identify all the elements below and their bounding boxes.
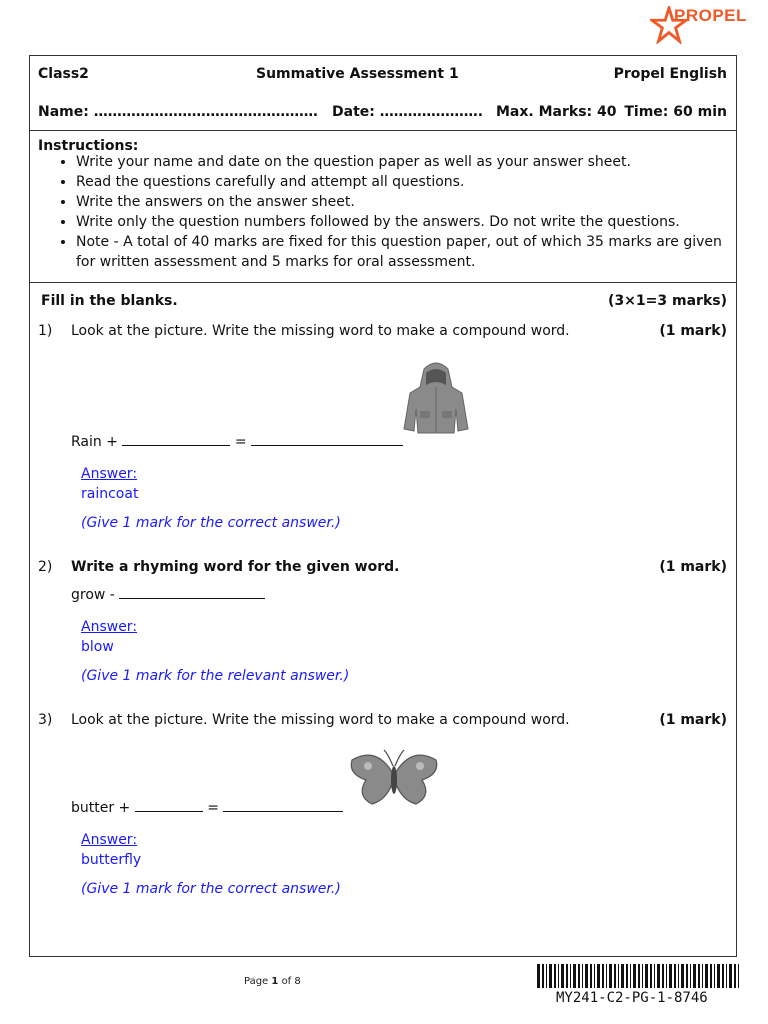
instruction-item: • Write only the question numbers followed by the answers. Do not write the questions. [76, 212, 726, 232]
header-block [30, 56, 736, 131]
instructions-list [52, 152, 726, 272]
page-number: 1 [271, 976, 279, 987]
instruction-item: • Write your name and date on the question paper as well as your answer sheet. [76, 152, 726, 172]
question-marks: (1 mark) [659, 323, 727, 339]
page-total: 8 [294, 976, 301, 987]
prompt-word: butter + [71, 800, 131, 816]
name-field: Name: ………………………………………… [38, 104, 318, 120]
page-indicator [244, 976, 301, 987]
max-marks-label: Max. Marks: 40 [496, 104, 617, 120]
section-title: Fill in the blanks. [41, 293, 178, 309]
subject-label: Propel English [613, 66, 727, 82]
question-number: 1) [38, 323, 53, 339]
instructions-block [30, 130, 736, 283]
marking-note: (Give 1 mark for the correct answer.) [81, 881, 341, 897]
question-text: Look at the picture. Write the missing word to make a compound word. [71, 712, 570, 728]
instruction-item: • Read the questions carefully and attempt all questions. [76, 172, 726, 192]
question-marks: (1 mark) [659, 559, 727, 575]
blank-line [251, 433, 403, 446]
fill-blank-line [71, 433, 403, 450]
section-marks: (3×1=3 marks) [608, 293, 727, 309]
equals-sign: = [234, 434, 247, 450]
fill-blank-line [71, 586, 265, 603]
page-word: Page [244, 976, 269, 987]
answer-value: blow [81, 639, 114, 655]
answer-label: Answer: [81, 619, 138, 635]
blank-line [223, 799, 343, 812]
blank-line [122, 433, 230, 446]
prompt-word: Rain + [71, 434, 118, 450]
blank-line [119, 586, 265, 599]
propel-logo-text: PROPEL [674, 6, 747, 25]
barcode-icon [537, 964, 742, 988]
time-label: Time: 60 min [624, 104, 727, 120]
prompt-word: grow - [71, 587, 115, 603]
date-field: Date: …………………. [332, 104, 484, 120]
question-text: Write a rhyming word for the given word. [71, 559, 400, 575]
assessment-title: Summative Assessment 1 [256, 66, 459, 82]
question-number: 3) [38, 712, 53, 728]
question-text: Look at the picture. Write the missing word to make a compound word. [71, 323, 570, 339]
butterfly-icon [346, 744, 442, 812]
of-word: of [281, 976, 292, 987]
answer-label: Answer: [81, 832, 138, 848]
marking-note: (Give 1 mark for the relevant answer.) [81, 668, 350, 684]
document-code: MY241-C2-PG-1-8746 [556, 990, 708, 1006]
blank-line [135, 799, 203, 812]
fill-blank-line [71, 799, 343, 816]
question-number: 2) [38, 559, 53, 575]
instructions-title: Instructions: [38, 138, 139, 154]
question-marks: (1 mark) [659, 712, 727, 728]
equals-sign: = [207, 800, 219, 816]
raincoat-icon [396, 359, 476, 439]
class-label: Class2 [38, 66, 89, 82]
marking-note: (Give 1 mark for the correct answer.) [81, 515, 341, 531]
answer-label: Answer: [81, 466, 138, 482]
answer-value: butterfly [81, 852, 142, 868]
assessment-frame [29, 55, 737, 957]
instruction-item: • Note - A total of 40 marks are fixed for this question paper, out of which 35 marks are given for written assessment and 5 marks for oral assessment. [76, 232, 726, 272]
answer-value: raincoat [81, 486, 139, 502]
instruction-item: • Write the answers on the answer sheet. [76, 192, 726, 212]
